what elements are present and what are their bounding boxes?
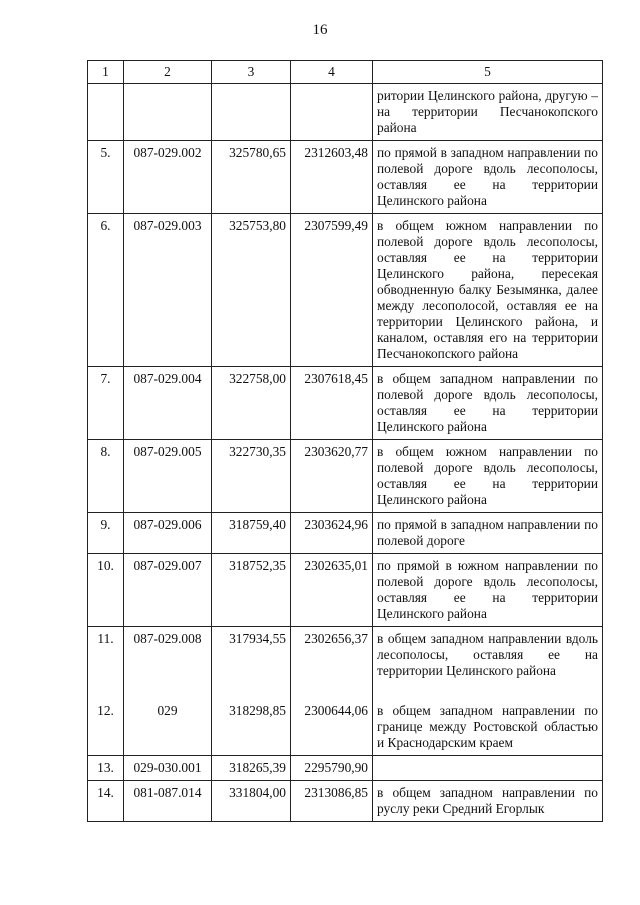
row-y-coordinate: 2303620,77 <box>291 440 373 513</box>
header-col-4: 4 <box>291 61 373 84</box>
row-description: в общем западном направлении вдоль лесополосы, оставляя ее на территории Целинского района <box>373 627 603 684</box>
row-point-id: 087-029.007 <box>124 554 212 627</box>
row-point-id: 087-029.004 <box>124 367 212 440</box>
table-row <box>88 440 603 513</box>
row-x-coordinate: 318265,39 <box>212 756 291 781</box>
table-row <box>88 781 603 822</box>
row-point-id: 029 <box>124 683 212 756</box>
row-x-coordinate: 325780,65 <box>212 141 291 214</box>
row-number: 7. <box>88 367 124 440</box>
row-x-coordinate: 317934,55 <box>212 627 291 684</box>
table-row <box>88 756 603 781</box>
table-row <box>88 683 603 756</box>
row-description: ритории Целинского района, другую – на территории Песчанокопского района <box>373 84 603 141</box>
row-x-coordinate: 318752,35 <box>212 554 291 627</box>
table-row <box>88 554 603 627</box>
table-row <box>88 513 603 554</box>
row-number: 12. <box>88 683 124 756</box>
row-y-coordinate: 2302656,37 <box>291 627 373 684</box>
row-point-id: 087-029.005 <box>124 440 212 513</box>
row-number: 14. <box>88 781 124 822</box>
table-row <box>88 141 603 214</box>
boundary-coordinates-table <box>87 60 603 822</box>
table-header-row <box>88 61 603 84</box>
row-y-coordinate: 2302635,01 <box>291 554 373 627</box>
row-y-coordinate: 2303624,96 <box>291 513 373 554</box>
row-point-id: 087-029.008 <box>124 627 212 684</box>
row-point-id: 081-087.014 <box>124 781 212 822</box>
header-col-5: 5 <box>373 61 603 84</box>
row-y-coordinate: 2312603,48 <box>291 141 373 214</box>
row-x-coordinate: 325753,80 <box>212 214 291 367</box>
row-description <box>373 756 603 781</box>
row-x-coordinate: 318759,40 <box>212 513 291 554</box>
row-description: в общем южном направлении по полевой дороге вдоль лесополосы, оставляя ее на территории Целинского района <box>373 440 603 513</box>
row-point-id: 029-030.001 <box>124 756 212 781</box>
row-number: 9. <box>88 513 124 554</box>
table-row-continuation <box>88 84 603 141</box>
row-x-coordinate: 322730,35 <box>212 440 291 513</box>
row-y-coordinate: 2307599,49 <box>291 214 373 367</box>
row-description: в общем западном направлении по полевой дороге вдоль лесополосы, оставляя ее на территории Целинского района <box>373 367 603 440</box>
row-y-coordinate: 2300644,06 <box>291 683 373 756</box>
row-description: по прямой в западном направлении по полевой дороге вдоль лесополосы, оставляя ее на территории Целинского района <box>373 141 603 214</box>
row-x-coordinate: 322758,00 <box>212 367 291 440</box>
header-col-2: 2 <box>124 61 212 84</box>
row-number: 6. <box>88 214 124 367</box>
row-description: в общем южном направлении по полевой дороге вдоль лесополосы, оставляя ее на территории Целинского района, пересекая обводненную балку Безымянка, далее между лесополосой, оставляя ее на территории Целинского района, и каналом, оставляя его на территории Песчанокопского района <box>373 214 603 367</box>
header-col-1: 1 <box>88 61 124 84</box>
row-description: в общем западном направлении по границе между Ростовской областью и Краснодарским краем <box>373 683 603 756</box>
row-number: 10. <box>88 554 124 627</box>
table-row <box>88 214 603 367</box>
row-number: 13. <box>88 756 124 781</box>
row-description: в общем западном направлении по руслу реки Средний Егорлык <box>373 781 603 822</box>
row-y-coordinate: 2307618,45 <box>291 367 373 440</box>
row-description: по прямой в западном направлении по полевой дороге <box>373 513 603 554</box>
row-y-coordinate: 2295790,90 <box>291 756 373 781</box>
row-description: по прямой в южном направлении по полевой дороге вдоль лесополосы, оставляя ее на территории Целинского района <box>373 554 603 627</box>
table-row <box>88 367 603 440</box>
row-point-id: 087-029.006 <box>124 513 212 554</box>
row-x-coordinate: 331804,00 <box>212 781 291 822</box>
row-point-id: 087-029.002 <box>124 141 212 214</box>
table-row <box>88 627 603 684</box>
page-number: 16 <box>312 22 328 38</box>
row-number: 5. <box>88 141 124 214</box>
row-number: 8. <box>88 440 124 513</box>
row-y-coordinate: 2313086,85 <box>291 781 373 822</box>
header-col-3: 3 <box>212 61 291 84</box>
row-number: 11. <box>88 627 124 684</box>
row-x-coordinate: 318298,85 <box>212 683 291 756</box>
row-point-id: 087-029.003 <box>124 214 212 367</box>
